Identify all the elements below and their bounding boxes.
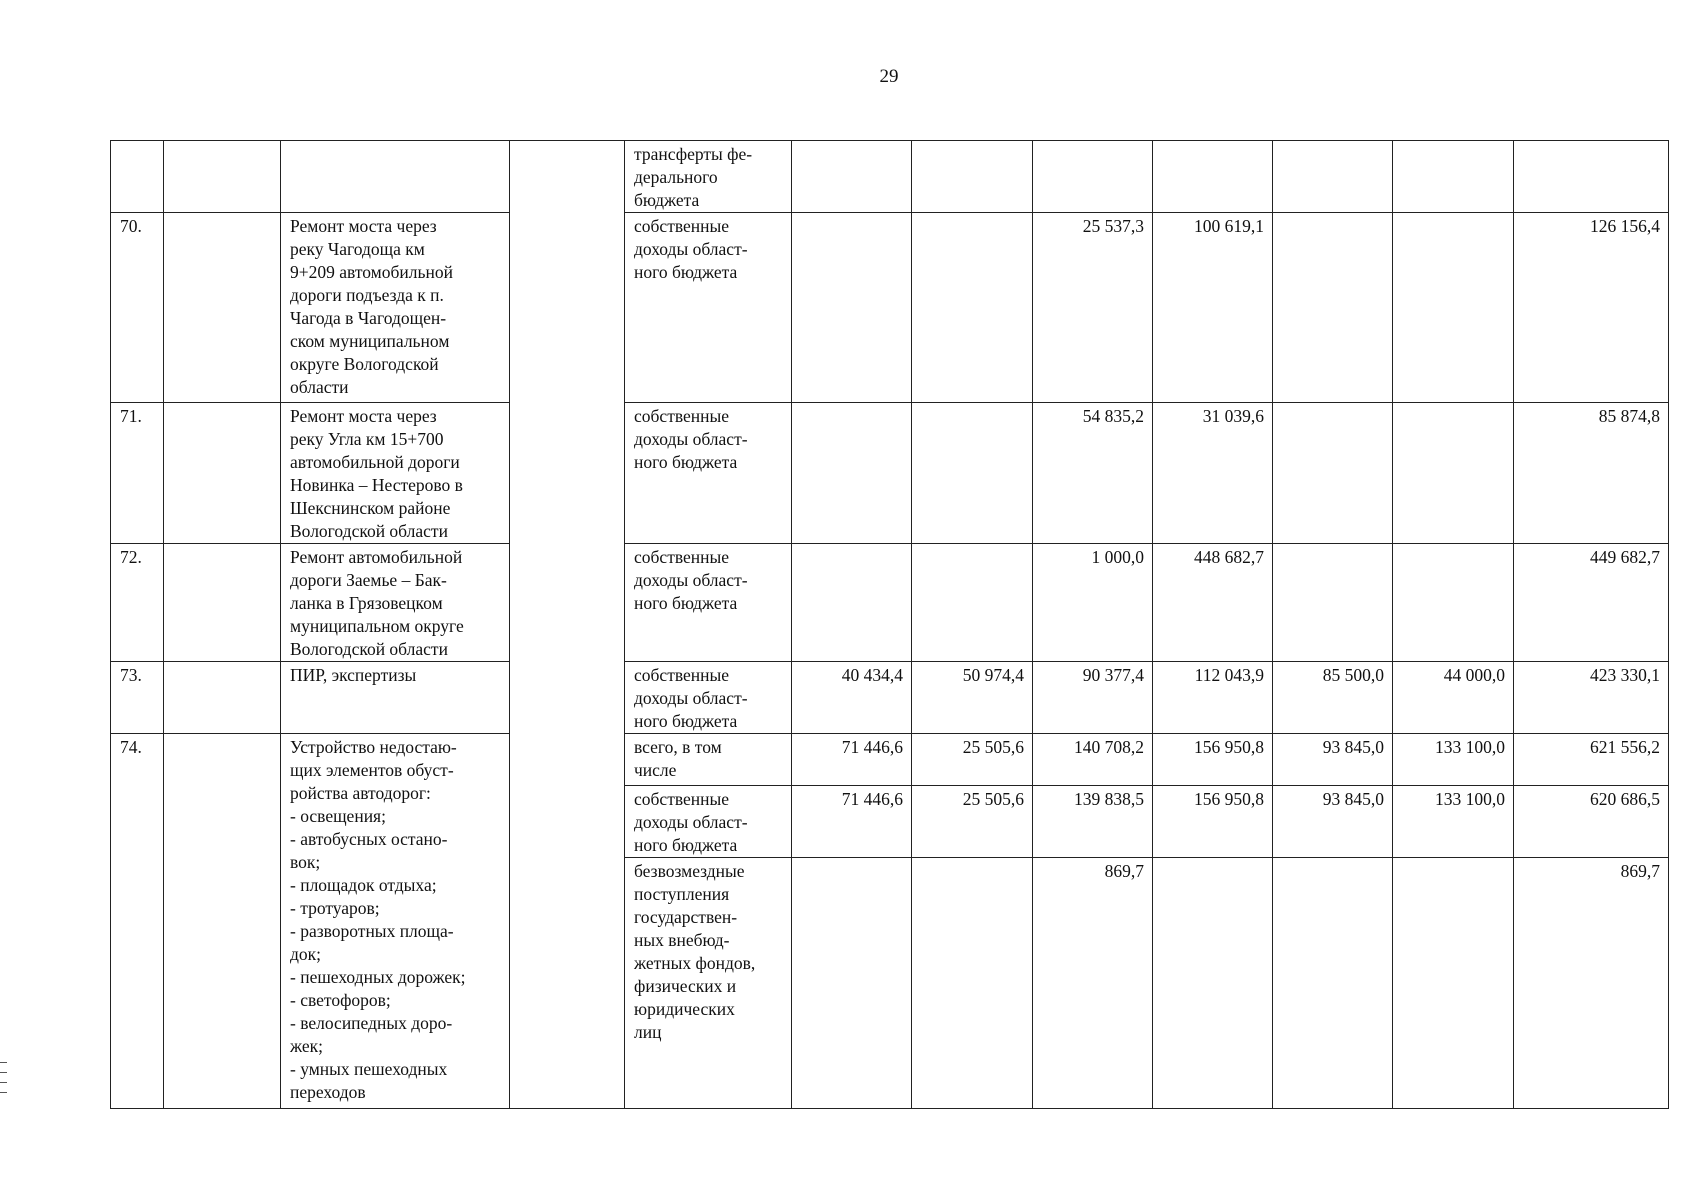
value-cell — [792, 213, 912, 403]
value-cell: 90 377,4 — [1033, 662, 1153, 734]
value-cell: 85 500,0 — [1273, 662, 1393, 734]
table-row — [111, 141, 1669, 213]
value-cell — [912, 141, 1033, 213]
total-cell: 620 686,5 — [1514, 786, 1669, 858]
value-cell — [1273, 544, 1393, 662]
funding-source: собственные доходы област- ного бюджета — [625, 213, 792, 403]
value-cell: 156 950,8 — [1153, 786, 1273, 858]
row-number — [111, 141, 164, 213]
table-row — [111, 734, 1669, 786]
value-cell — [1273, 858, 1393, 1109]
budget-table — [110, 140, 1669, 1109]
blank-cell — [510, 141, 625, 1109]
value-cell: 869,7 — [1033, 858, 1153, 1109]
funding-source: собственные доходы област- ного бюджета — [625, 662, 792, 734]
funding-source: собственные доходы област- ного бюджета — [625, 544, 792, 662]
value-cell: 25 505,6 — [912, 786, 1033, 858]
total-cell — [1514, 141, 1669, 213]
value-cell — [1273, 141, 1393, 213]
value-cell: 133 100,0 — [1393, 786, 1514, 858]
value-cell — [1393, 858, 1514, 1109]
total-cell: 126 156,4 — [1514, 213, 1669, 403]
total-cell: 423 330,1 — [1514, 662, 1669, 734]
value-cell: 139 838,5 — [1033, 786, 1153, 858]
value-cell: 54 835,2 — [1033, 403, 1153, 544]
value-cell — [912, 403, 1033, 544]
table-row — [111, 544, 1669, 662]
value-cell: 100 619,1 — [1153, 213, 1273, 403]
row-number: 70. — [111, 213, 164, 403]
scan-edge-marks — [0, 1062, 8, 1102]
value-cell — [792, 544, 912, 662]
total-cell: 869,7 — [1514, 858, 1669, 1109]
row-number: 72. — [111, 544, 164, 662]
activity-name: ПИР, экспертизы — [281, 662, 510, 734]
value-cell: 25 505,6 — [912, 734, 1033, 786]
row-number: 73. — [111, 662, 164, 734]
value-cell: 156 950,8 — [1153, 734, 1273, 786]
blank-cell — [164, 734, 281, 1109]
funding-source: трансферты фе- дерального бюджета — [625, 141, 792, 213]
value-cell: 448 682,7 — [1153, 544, 1273, 662]
value-cell — [912, 858, 1033, 1109]
value-cell — [1393, 213, 1514, 403]
value-cell — [1393, 403, 1514, 544]
value-cell — [1153, 141, 1273, 213]
funding-source: собственные доходы област- ного бюджета — [625, 403, 792, 544]
row-number: 74. — [111, 734, 164, 1109]
page-number: 29 — [879, 66, 899, 87]
value-cell: 1 000,0 — [1033, 544, 1153, 662]
blank-cell — [164, 544, 281, 662]
table-row — [111, 662, 1669, 734]
blank-cell — [164, 141, 281, 213]
blank-cell — [164, 213, 281, 403]
blank-cell — [164, 403, 281, 544]
value-cell — [1393, 544, 1514, 662]
value-cell: 50 974,4 — [912, 662, 1033, 734]
funding-source: собственные доходы област- ного бюджета — [625, 786, 792, 858]
table-row — [111, 403, 1669, 544]
value-cell: 133 100,0 — [1393, 734, 1514, 786]
value-cell: 31 039,6 — [1153, 403, 1273, 544]
activity-name: Ремонт моста через реку Угла км 15+700 автомобильной дороги Новинка – Нестерово в Шекснинском районе Вологодской области — [281, 403, 510, 544]
funding-source: безвозмездные поступления государствен- ных внебюд- жетных фондов, физических и юридических лиц — [625, 858, 792, 1109]
value-cell: 71 446,6 — [792, 734, 912, 786]
value-cell: 93 845,0 — [1273, 786, 1393, 858]
activity-name — [281, 141, 510, 213]
value-cell — [912, 213, 1033, 403]
value-cell: 25 537,3 — [1033, 213, 1153, 403]
value-cell — [1033, 141, 1153, 213]
value-cell — [1273, 403, 1393, 544]
value-cell — [1273, 213, 1393, 403]
value-cell — [792, 141, 912, 213]
value-cell — [912, 544, 1033, 662]
table-row — [111, 213, 1669, 403]
total-cell: 85 874,8 — [1514, 403, 1669, 544]
value-cell: 140 708,2 — [1033, 734, 1153, 786]
value-cell: 93 845,0 — [1273, 734, 1393, 786]
activity-name: Устройство недостаю- щих элементов обуст- ройства автодорог: - освещения; - автобусных остано- вок; - площадок отдыха; - тротуаров; - разворотных площа- док; - пешеходных дорожек; - светофоров; - велосипедных доро- жек; - умных пешеходных переходов — [281, 734, 510, 1109]
total-cell: 621 556,2 — [1514, 734, 1669, 786]
value-cell: 112 043,9 — [1153, 662, 1273, 734]
value-cell: 44 000,0 — [1393, 662, 1514, 734]
total-cell: 449 682,7 — [1514, 544, 1669, 662]
activity-name: Ремонт моста через реку Чагодоща км 9+209 автомобильной дороги подъезда к п. Чагода в Чагодощен- ском муниципальном округе Вологодской области — [281, 213, 510, 403]
row-number: 71. — [111, 403, 164, 544]
value-cell — [792, 858, 912, 1109]
blank-cell — [164, 662, 281, 734]
activity-name: Ремонт автомобильной дороги Заемье – Бак- ланка в Грязовецком муниципальном округе Вологодской области — [281, 544, 510, 662]
value-cell: 40 434,4 — [792, 662, 912, 734]
value-cell — [1153, 858, 1273, 1109]
value-cell — [792, 403, 912, 544]
funding-source: всего, в том числе — [625, 734, 792, 786]
value-cell — [1393, 141, 1514, 213]
value-cell: 71 446,6 — [792, 786, 912, 858]
